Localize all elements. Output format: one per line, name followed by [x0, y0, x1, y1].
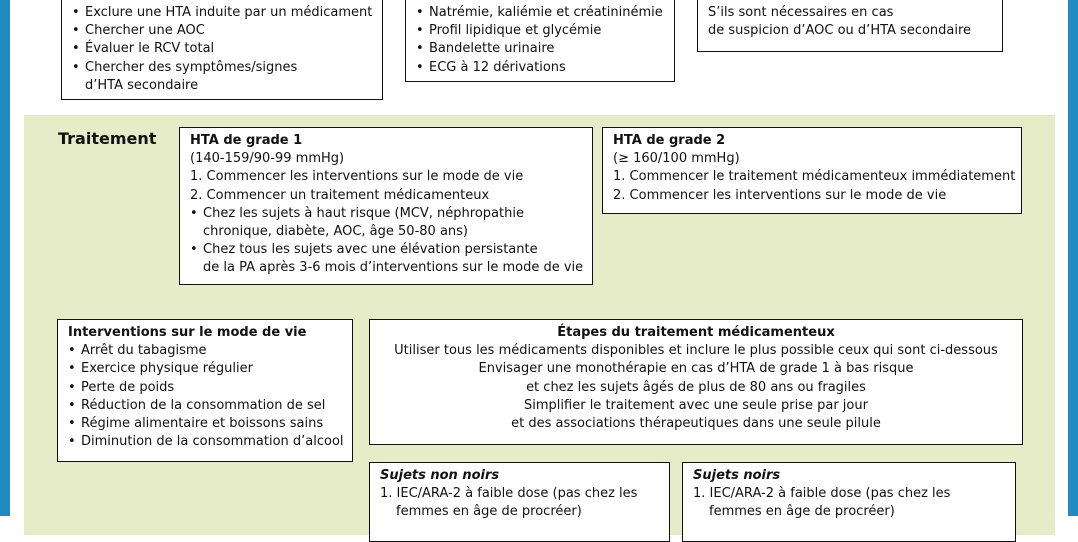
basic-test-item: • Natrémie, kaliémie et créatininémie: [416, 4, 668, 22]
grade1-step: 2. Commencer un traitement médicamenteux: [190, 187, 490, 203]
extended-tests-box: [697, 0, 1003, 52]
black-box: [682, 462, 1016, 542]
grade1-title: HTA de grade 1: [190, 133, 303, 148]
grade1-range: (140-159/90-99 mmHg): [190, 151, 345, 167]
lifestyle-title: Interventions sur le mode de vie: [68, 325, 307, 340]
grade2-step: 2. Commencer les interventions sur le mode de vie: [613, 187, 947, 203]
lifestyle-item: • Arrêt du tabagisme: [68, 342, 346, 360]
drug-steps-title: Étapes du traitement médicamenteux: [557, 325, 835, 340]
frame-border-left: [0, 0, 10, 516]
grade1-bullet: • Chez les sujets à haut risque (MCV, néphropathie: [190, 205, 586, 223]
grade2-box: [602, 127, 1022, 214]
grade1-bullet-continued: de la PA après 3-6 mois d’interventions sur le mode de vie: [203, 260, 584, 276]
assessment-item: • Chercher une AOC: [72, 22, 376, 40]
grade2-range: (≥ 160/100 mmHg): [613, 151, 740, 167]
treatment-section-title: Traitement: [58, 129, 157, 148]
non-black-step: 1. IEC/ARA-2 à faible dose (pas chez les: [380, 486, 638, 502]
basic-tests-box: [405, 0, 675, 82]
lifestyle-item: • Régime alimentaire et boissons sains: [68, 415, 346, 433]
drug-steps-box: [369, 319, 1023, 445]
grade1-bullet-continued: chronique, diabète, AOC, âge 50-80 ans): [203, 224, 468, 240]
assessment-item-continued: d’HTA secondaire: [85, 77, 199, 93]
grade1-step: 1. Commencer les interventions sur le mode de vie: [190, 169, 524, 185]
non-black-box: [369, 462, 670, 542]
extended-tests-line: de suspicion d’AOC ou d’HTA secondaire: [708, 23, 972, 39]
extended-tests-line: S’ils sont nécessaires en cas: [708, 5, 894, 20]
drug-steps-line: et chez les sujets âgés de plus de 80 ans ou fragiles: [526, 379, 866, 395]
assessment-item: • Évaluer le RCV total: [72, 40, 376, 58]
drug-steps-line: Envisager une monothérapie en cas d’HTA de grade 1 à bas risque: [478, 361, 914, 377]
assessment-item: • Exclure une HTA induite par un médicament: [72, 4, 376, 22]
drug-steps-line: Utiliser tous les médicaments disponibles et inclure le plus possible ceux qui sont ci-dessous: [394, 343, 998, 359]
drug-steps-line: Simplifier le traitement avec une seule prise par jour: [524, 397, 868, 413]
basic-test-item: • Bandelette urinaire: [416, 40, 668, 58]
black-step-continued: femmes en âge de procréer): [709, 504, 895, 520]
lifestyle-item: • Perte de poids: [68, 379, 346, 397]
non-black-step-continued: femmes en âge de procréer): [396, 504, 582, 520]
black-title: Sujets noirs: [693, 468, 781, 483]
lifestyle-box: [57, 319, 353, 462]
assessment-box: [61, 0, 383, 100]
drug-steps-line: et des associations thérapeutiques dans une seule pilule: [511, 416, 881, 432]
lifestyle-item: • Diminution de la consommation d’alcool: [68, 433, 346, 451]
grade2-title: HTA de grade 2: [613, 133, 726, 148]
basic-test-item: • ECG à 12 dérivations: [416, 59, 668, 77]
black-step: 1. IEC/ARA-2 à faible dose (pas chez les: [693, 486, 951, 502]
assessment-item: • Chercher des symptômes/signes: [72, 59, 376, 77]
lifestyle-item: • Réduction de la consommation de sel: [68, 397, 346, 415]
grade1-bullet: • Chez tous les sujets avec une élévation persistante: [190, 241, 586, 259]
grade1-box: [179, 127, 593, 285]
frame-border-right: [1068, 0, 1078, 516]
basic-test-item: • Profil lipidique et glycémie: [416, 22, 668, 40]
grade2-step: 1. Commencer le traitement médicamenteux immédiatement: [613, 169, 1016, 185]
non-black-title: Sujets non noirs: [380, 468, 500, 483]
lifestyle-item: • Exercice physique régulier: [68, 360, 346, 378]
